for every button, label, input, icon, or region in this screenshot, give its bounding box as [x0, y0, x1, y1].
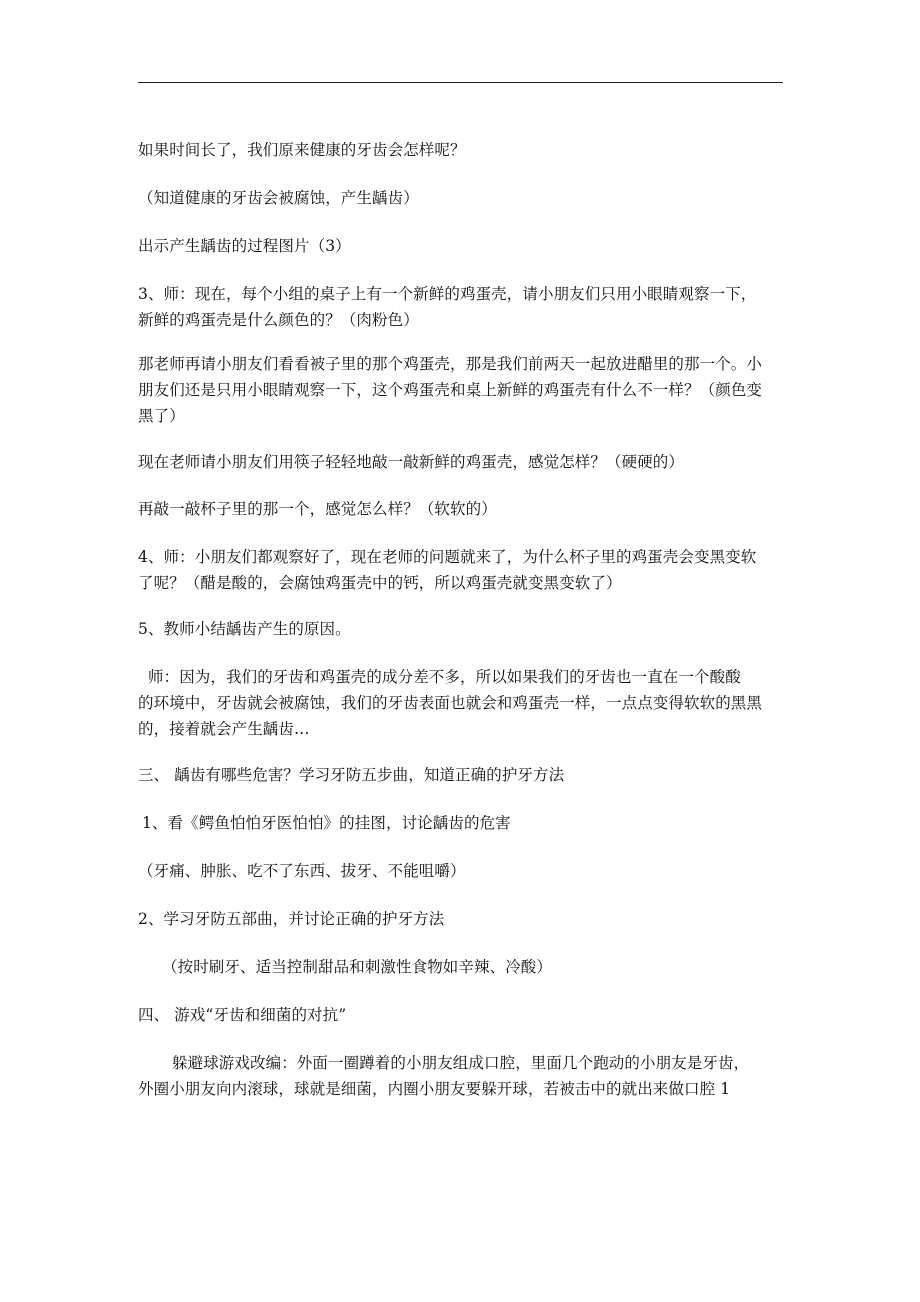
- paragraph: 师：因为，我们的牙齿和鸡蛋壳的成分差不多，所以如果我们的牙齿也一直在一个酸酸 的环境中，牙齿就会被腐蚀，我们的牙齿表面也就会和鸡蛋壳一样，一点点变得软软的黑黑 的，接着就会产生龋齿…: [138, 668, 763, 738]
- paragraph: （牙痛、肿胀、吃不了东西、拔牙、不能咀嚼）: [138, 862, 466, 880]
- section-heading: 三、 龋齿有哪些危害？学习牙防五步曲，知道正确的护牙方法: [138, 766, 565, 784]
- section-heading: 四、 游戏“牙齿和细菌的对抗”: [138, 1006, 347, 1024]
- paragraph: 躲避球游戏改编：外面一圈蹲着的小朋友组成口腔，里面几个跑动的小朋友是牙齿， 外圈小朋友向内滚球，球就是细菌，内圈小朋友要躲开球，若被击中的就出来做口腔 1: [138, 1054, 750, 1098]
- paragraph: 出示产生龋齿的过程图片（3）: [138, 237, 351, 255]
- paragraph: 现在老师请小朋友们用筷子轻轻地敲一敲新鲜的鸡蛋壳，感觉怎样？（硬硬的）: [138, 453, 685, 471]
- paragraph: 4、师：小朋友们都观察好了，现在老师的问题就来了，为什么杯子里的鸡蛋壳会变黑变软 了呢？（醋是酸的，会腐蚀鸡蛋壳中的钙，所以鸡蛋壳就变黑变软了）: [138, 548, 757, 592]
- paragraph: 再敲一敲杯子里的那一个，感觉怎么样？（软软的）: [138, 500, 497, 518]
- paragraph: 那老师再请小朋友们看看被子里的那个鸡蛋壳，那是我们前两天一起放进醋里的那一个。小 朋友们还是只用小眼睛观察一下，这个鸡蛋壳和桌上新鲜的鸡蛋壳有什么不一样？（颜色变 黑了）: [138, 355, 763, 425]
- paragraph: 1、看《鳄鱼怕怕牙医怕怕》的挂图，讨论龋齿的危害: [142, 814, 511, 832]
- paragraph: （按时刷牙、适当控制甜品和刺激性食物如辛辣、冷酸）: [162, 958, 553, 976]
- paragraph: 如果时间长了，我们原来健康的牙齿会怎样呢？: [138, 141, 466, 159]
- header-rule: [138, 82, 783, 83]
- paragraph: 3、师：现在，每个小组的桌子上有一个新鲜的鸡蛋壳，请小朋友们只用小眼睛观察一下， 新鲜的鸡蛋壳是什么颜色的？（肉粉色）: [138, 285, 757, 329]
- paragraph: 5、教师小结龋齿产生的原因。: [138, 620, 351, 638]
- paragraph: 2、学习牙防五部曲，并讨论正确的护牙方法: [138, 910, 445, 928]
- paragraph: （知道健康的牙齿会被腐蚀，产生龋齿）: [138, 189, 419, 207]
